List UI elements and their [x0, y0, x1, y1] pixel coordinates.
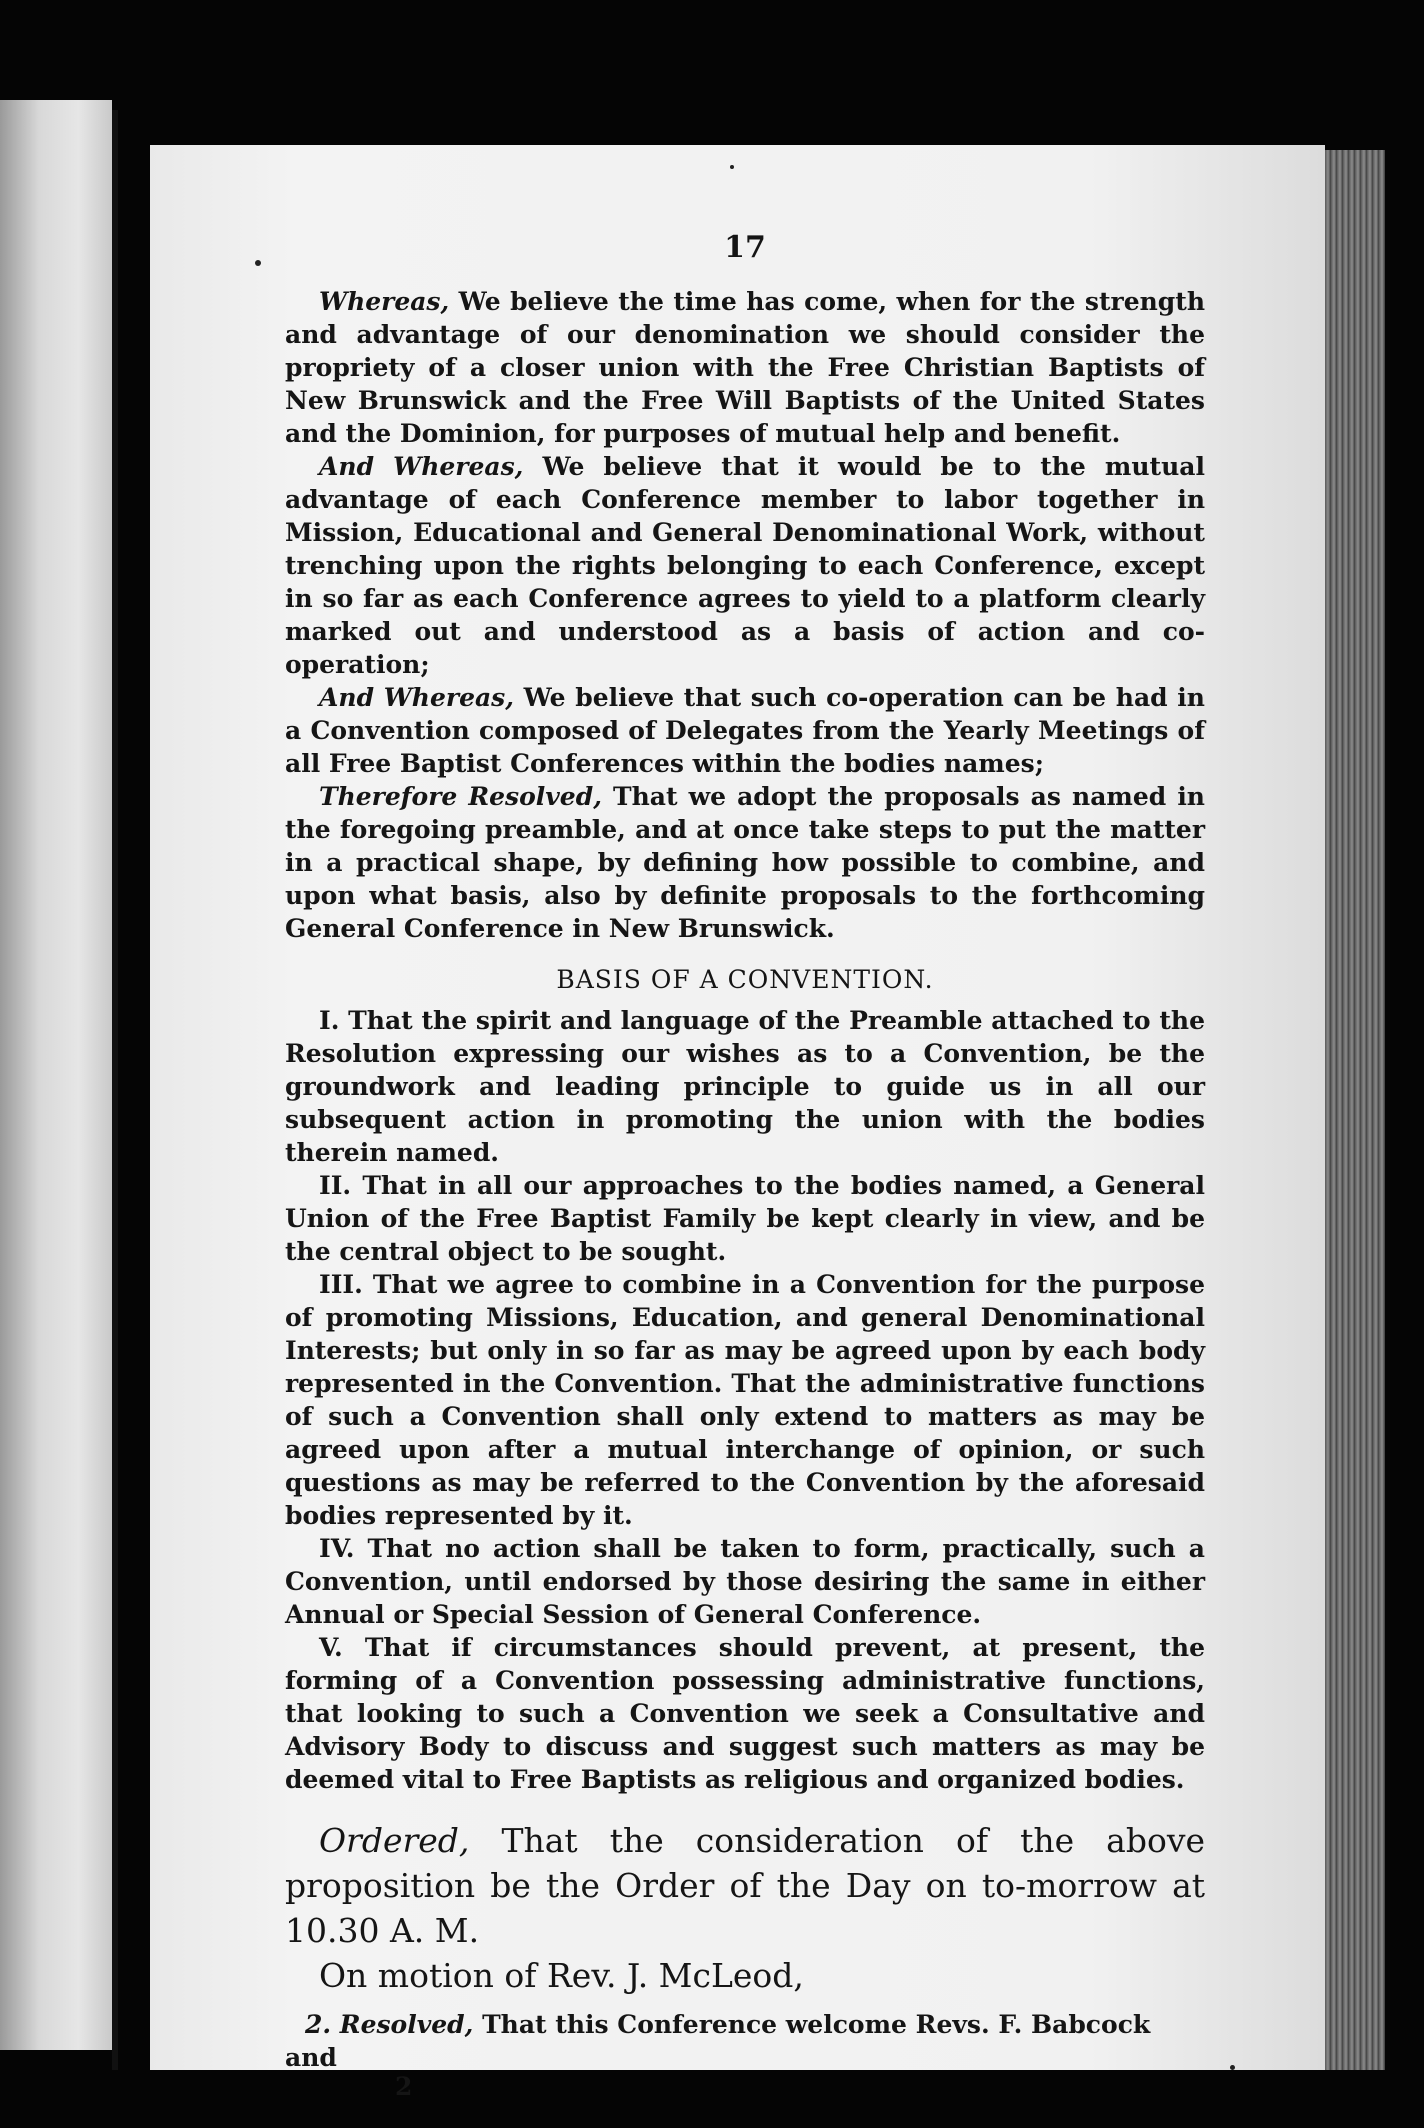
document-page [150, 145, 1325, 2101]
ink-speck [1230, 2065, 1235, 2070]
motion-line: On motion of Rev. J. McLeod, [319, 1956, 804, 1995]
paragraph-lead: And Whereas, [319, 683, 514, 712]
page-content [285, 230, 1205, 2100]
article-1: I. That the spirit and language of the Preamble attached to the Resolution expressing our wishes as to a Convention, be the groundwork and leading principle to guide us in all our subsequent action in promoting the union with the bodies therein named. [285, 1006, 1205, 1167]
paragraph-text: That we adopt the proposals as named in the foregoing preamble, and at once take steps to put the matter in a practical shape, by defining how possible to combine, and upon what basis, also by definite proposals to the forthcoming General Conference in New Brunswick. [285, 782, 1205, 943]
article-2: II. That in all our approaches to the bodies named, a General Union of the Free Baptist Family be kept clearly in view, and be the central object to be sought. [285, 1171, 1205, 1266]
page-stack-edge [1325, 150, 1385, 2070]
paragraph-text: We believe that it would be to the mutual advantage of each Conference member to labor together in Mission, Educational and General Denominational Work, without trenching upon the rights belonging to each Conference, except in so far as each Conference agrees to yield to a platform clearly marked out and understood as a basis of action and co-operation; [285, 452, 1205, 679]
paragraph-lead: And Whereas, [319, 452, 524, 481]
article-3: III. That we agree to combine in a Convention for the purpose of promoting Missions, Education, and general Denominational Interests; but only in so far as may be agreed upon by each body represented in the Convention. That the administrative functions of such a Convention shall only extend to matters as may be agreed upon after a mutual interchange of opinion, or such questions as may be referred to the Convention by the aforesaid bodies represented by it. [285, 1270, 1205, 1530]
article-4: IV. That no action shall be taken to form, practically, such a Convention, until endorsed by those desiring the same in either Annual or Special Session of General Conference. [285, 1534, 1205, 1629]
page-number: 17 [724, 230, 766, 265]
paragraph-text: That this Conference welcome Revs. F. Babcock and [285, 2010, 1151, 2072]
paragraph-lead: 2. Resolved, [305, 2010, 474, 2039]
paragraph-lead: Ordered, [319, 1821, 470, 1860]
resolution-2-line [285, 2008, 1205, 2074]
whereas-paragraph-3 [285, 681, 1205, 780]
paragraph-text: That the consideration of the above proposition be the Order of the Day on to-morrow at 10.30 A. M. [285, 1821, 1205, 1950]
resolved-paragraph [285, 780, 1205, 945]
paragraph-lead: Therefore Resolved, [319, 782, 602, 811]
facing-page-edge [0, 100, 112, 2050]
ink-speck [255, 260, 261, 266]
paragraph-text: We believe the time has come, when for the strength and advantage of our denomination we should consider the propriety of a closer union with the Free Christian Baptists of New Brunswick and the Free Will Baptists of the United States and the Dominion, for purposes of mutual help and benefit. [285, 287, 1205, 448]
signature-mark: 2 [395, 2072, 413, 2101]
whereas-paragraph-2 [285, 450, 1205, 681]
article-5: V. That if circumstances should prevent, at present, the forming of a Convention possessing administrative functions, that looking to such a Convention we seek a Consultative and Advisory Body to discuss and suggest such matters as may be deemed vital to Free Baptists as religious and organized bodies. [285, 1633, 1205, 1794]
ink-speck [730, 165, 734, 169]
whereas-paragraph-1 [285, 285, 1205, 450]
book-gutter [112, 110, 118, 2070]
paragraph-text: We believe that such co-operation can be had in a Convention composed of Delegates from the Yearly Meetings of all Free Baptist Conferences within the bodies names; [285, 683, 1205, 778]
paragraph-lead: Whereas, [319, 287, 450, 316]
section-heading: BASIS OF A CONVENTION. [556, 965, 934, 994]
ordered-paragraph [285, 1818, 1205, 1953]
